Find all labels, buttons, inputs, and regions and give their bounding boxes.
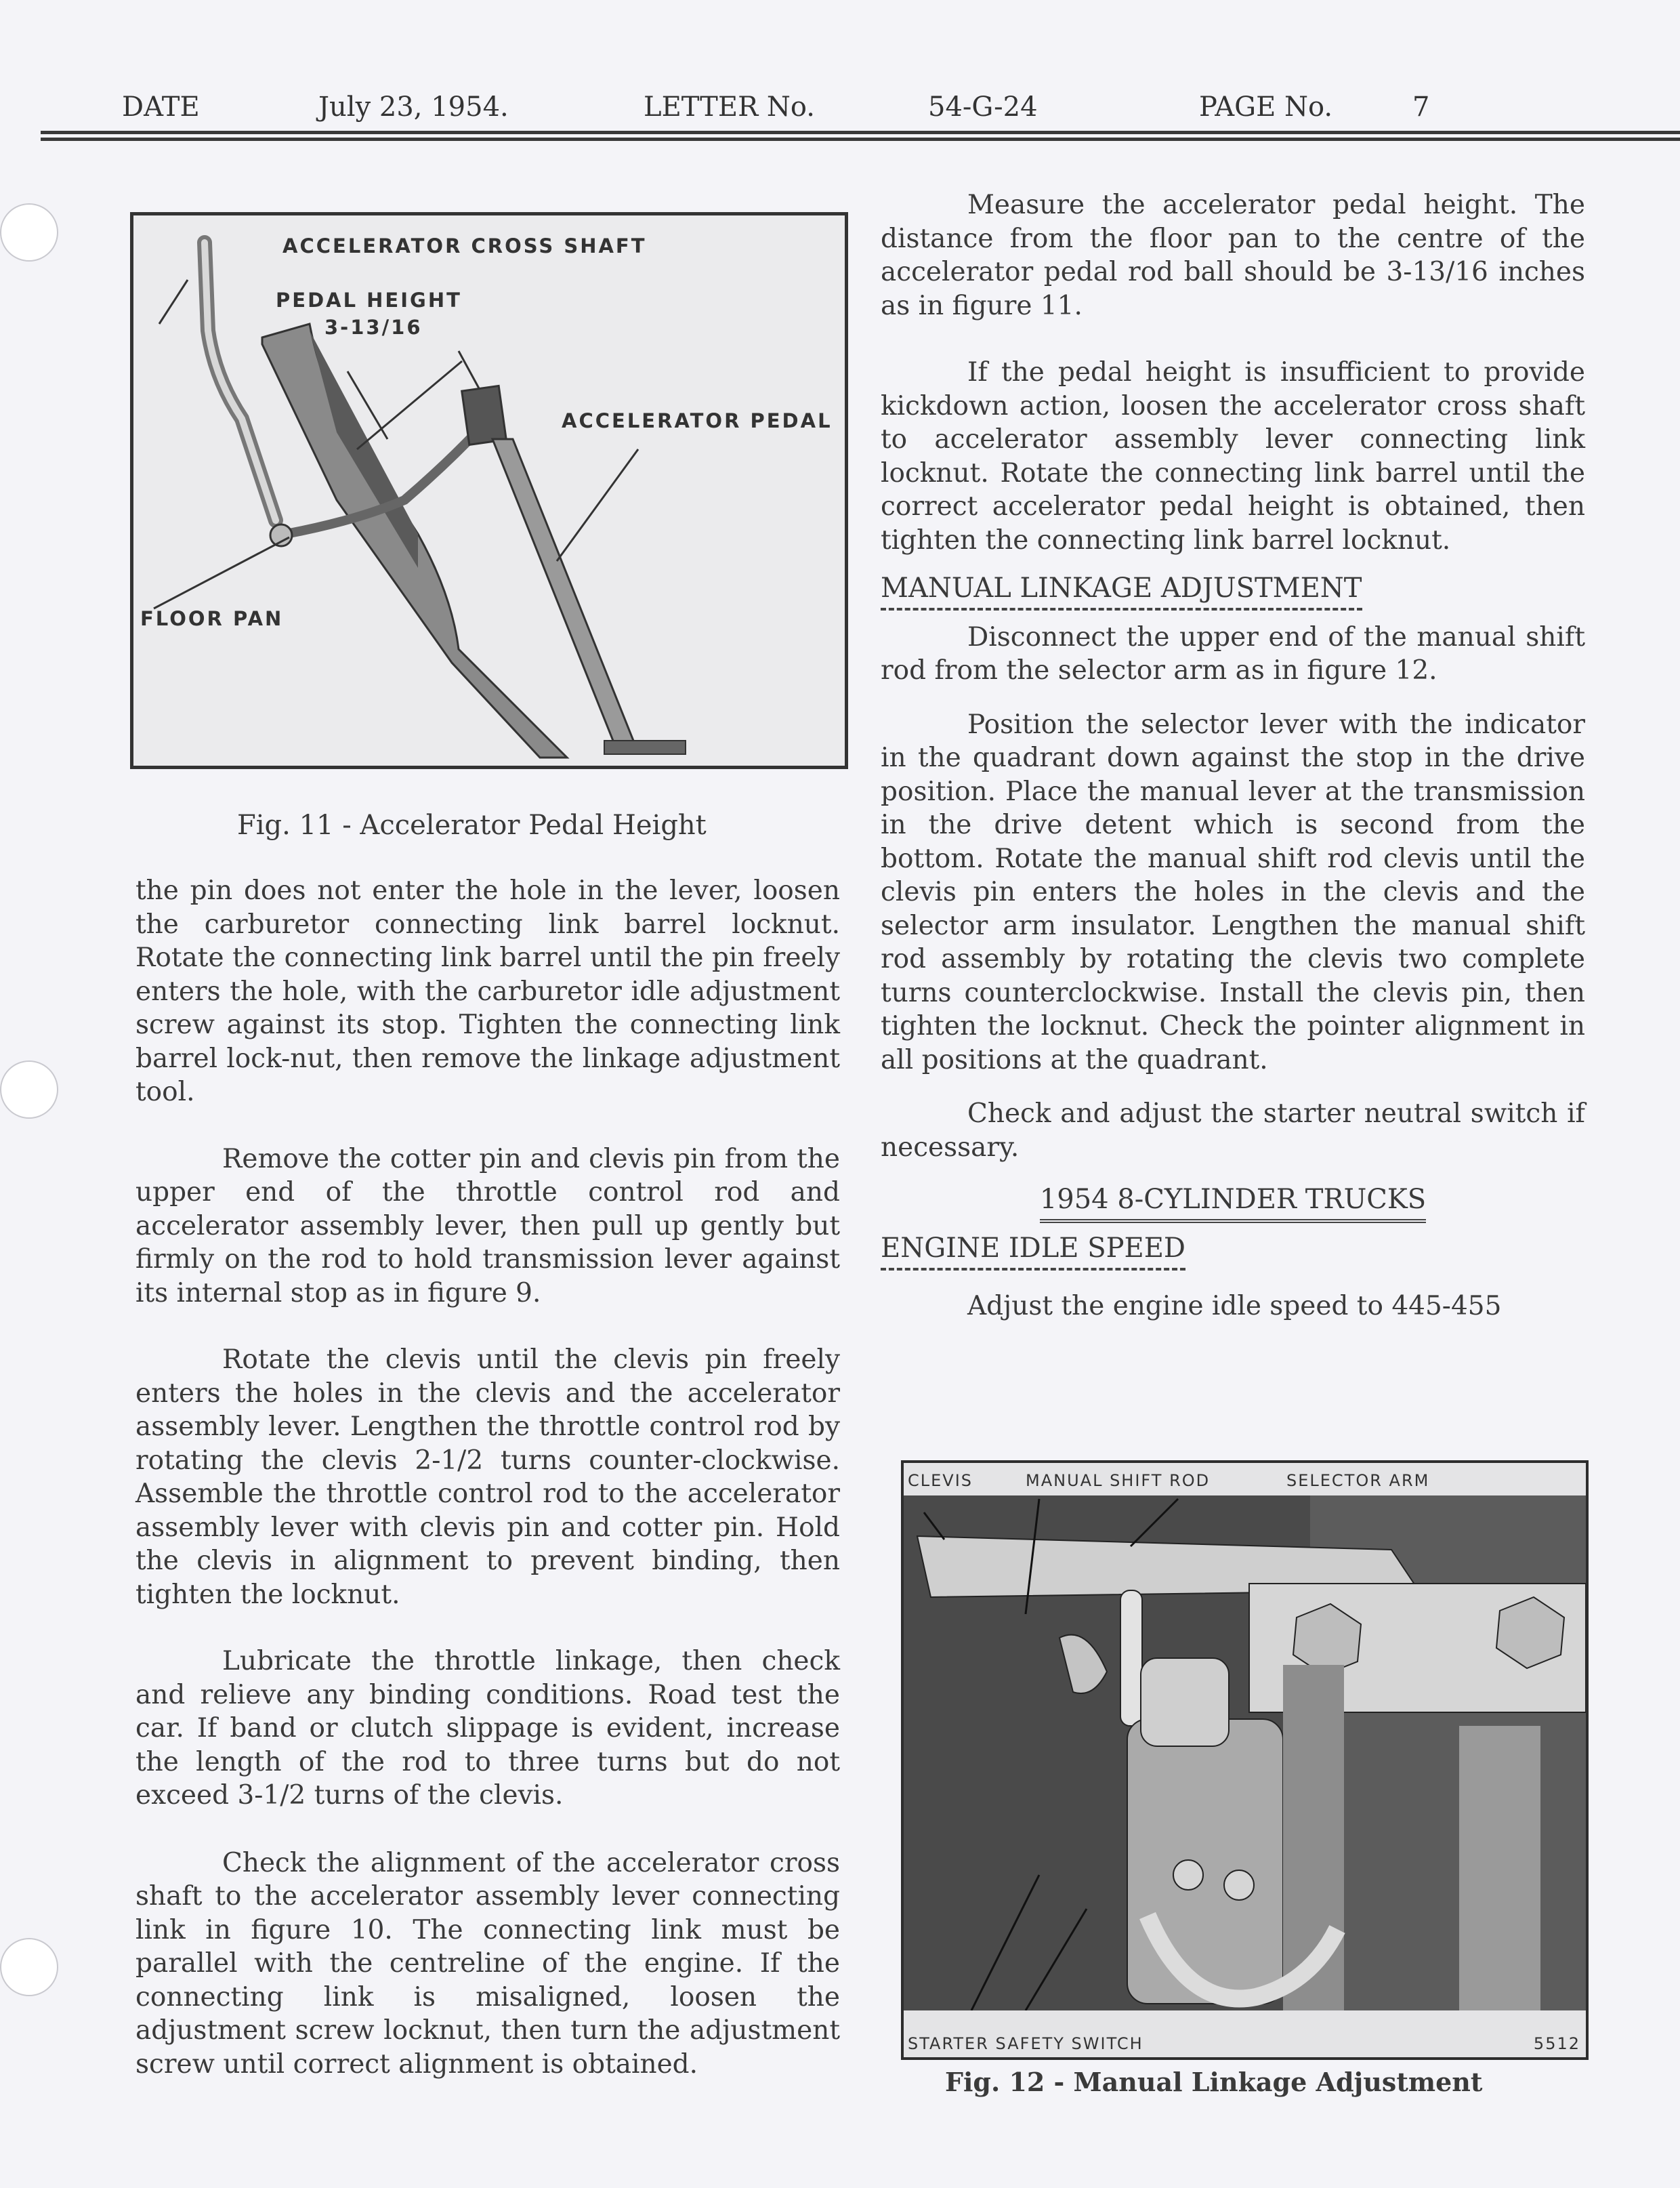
- heading-1954-8-cylinder-trucks: 1954 8-CYLINDER TRUCKS: [1040, 1184, 1426, 1223]
- paragraph: Rotate the clevis until the clevis pin freely enters the holes in the clevis and the accelerator assembly lever. Lengthen the throttle control rod by rotating the clevis 2-1/2 turns counter-clockwise. Assemble the throttle control rod to the accelerator assembly lever with clevis pin and cotter pin. Hold the clevis in alignment to prevent binding, then tighten the locknut.: [135, 1344, 840, 1610]
- paragraph: Check the alignment of the accelerator cross shaft to the accelerator assembly lever connecting link in figure 10. The connecting link must be parallel with the centreline of the engine. If the connecting link is misaligned, loosen the adjustment screw locknut, then turn the adjustment screw until correct alignment is obtained.: [135, 1847, 840, 2080]
- punch-hole-bottom: [0, 1938, 58, 1996]
- heading-engine-idle-speed: ENGINE IDLE SPEED: [881, 1233, 1185, 1271]
- letter-header: [41, 85, 1680, 146]
- date-value: July 23, 1954.: [318, 91, 509, 123]
- paragraph: the pin does not enter the hole in the lever, loosen the carburetor connecting link barrel locknut. Rotate the connecting link barrel until the pin freely enters the hole, with the carburetor idle adjustment screw against its stop. Tighten the connecting link barrel lock-nut, then remove the linkage adjustment tool.: [135, 875, 840, 1107]
- letter-value: 54-G-24: [928, 91, 1038, 123]
- header-rule: [41, 138, 1680, 141]
- label-accelerator-pedal: ACCELERATOR PEDAL: [562, 409, 833, 432]
- right-column: [881, 188, 1585, 1323]
- label-starter-safety-switch: STARTER SAFETY SWITCH: [908, 2034, 1143, 2053]
- label-pedal-height-value: 3-13/16: [324, 316, 423, 339]
- figure-11-accelerator-pedal: [130, 212, 848, 769]
- label-manual-shift-rod: MANUAL SHIFT ROD: [1026, 1471, 1211, 1490]
- paragraph: If the pedal height is insufficient to provide kickdown action, loosen the accelerator cross shaft to accelerator assembly lever connecting link locknut. Rotate the connecting link barrel until the correct accelerator pedal height is obtained, then tighten the connecting link barrel locknut.: [881, 357, 1585, 556]
- paragraph: Adjust the engine idle speed to 445-455: [967, 1291, 1502, 1321]
- paragraph: Disconnect the upper end of the manual shift rod from the selector arm as in figure 12.: [881, 621, 1585, 686]
- figure-11-caption: Fig. 11 - Accelerator Pedal Height: [237, 810, 707, 841]
- label-plate-number: 5512: [1533, 2034, 1580, 2053]
- label-pedal-height: PEDAL HEIGHT: [276, 289, 462, 312]
- paragraph: Check and adjust the starter neutral switch if necessary.: [881, 1098, 1585, 1163]
- left-column: [135, 874, 840, 2114]
- heading-manual-linkage-adjustment: MANUAL LINKAGE ADJUSTMENT: [881, 573, 1362, 611]
- paragraph: Remove the cotter pin and clevis pin from the upper end of the throttle control rod and accelerator assembly lever, then pull up gently but firmly on the rod to hold transmission lever against its internal stop as in figure 9.: [135, 1143, 840, 1308]
- label-floor-pan: FLOOR PAN: [140, 607, 284, 630]
- date-label: DATE: [122, 91, 200, 123]
- label-accelerator-cross-shaft: ACCELERATOR CROSS SHAFT: [282, 234, 647, 257]
- page-value: 7: [1412, 91, 1430, 123]
- page-label: PAGE No.: [1199, 91, 1333, 123]
- punch-hole-top: [0, 203, 58, 262]
- label-clevis: CLEVIS: [908, 1471, 973, 1490]
- pedal-illustration-icon: [133, 215, 845, 766]
- figure-12-manual-linkage: [901, 1460, 1589, 2060]
- letter-label: LETTER No.: [644, 91, 815, 123]
- linkage-photo-icon: [904, 1495, 1586, 2010]
- punch-hole-middle: [0, 1060, 58, 1119]
- header-rule: [41, 131, 1680, 134]
- paragraph: Lubricate the throttle linkage, then check and relieve any binding conditions. Road test the car. If band or clutch slippage is evident, increase the length of the rod to three turns but do not exceed 3-1/2 turns of the clevis.: [135, 1646, 840, 1811]
- paragraph: Position the selector lever with the indicator in the quadrant down against the stop in the drive position. Place the manual lever at the transmission in the drive detent which is second from the bottom. Rotate the manual shift rod clevis until the clevis pin enters the holes in the clevis and the selector arm insulator. Lengthen the manual shift rod assembly by rotating the clevis two complete turns counterclockwise. Install the clevis pin, then tighten the locknut. Check the pointer alignment in all positions at the quadrant.: [881, 709, 1585, 1075]
- figure-12-caption: Fig. 12 - Manual Linkage Adjustment: [945, 2067, 1483, 2097]
- label-selector-arm: SELECTOR ARM: [1286, 1471, 1430, 1490]
- paragraph: Measure the accelerator pedal height. The distance from the floor pan to the centre of the accelerator pedal rod ball should be 3-13/16 inches as in figure 11.: [881, 190, 1585, 321]
